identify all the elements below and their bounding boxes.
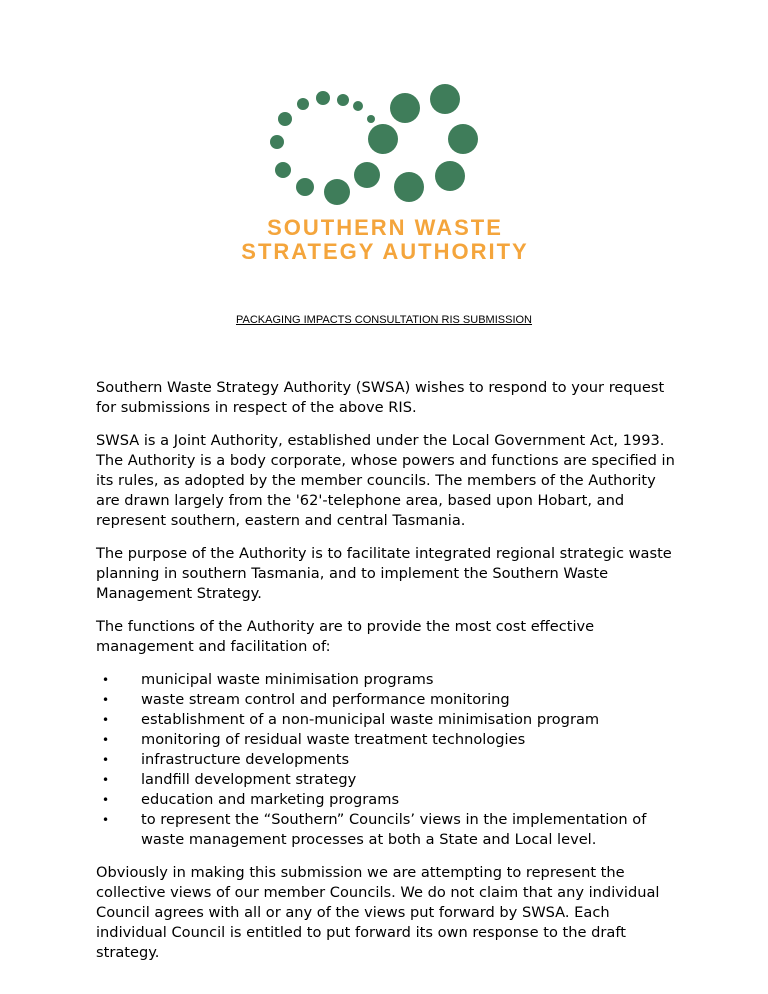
bullet-icon: • [102, 673, 110, 687]
paragraph-functions-intro: The functions of the Authority are to provide the most cost effective management and facilitation of: [96, 618, 595, 655]
logo-dot [435, 161, 465, 191]
logo-dot [390, 93, 420, 123]
bullet-icon: • [102, 773, 110, 787]
logo-dot [448, 124, 478, 154]
logo-text-line1: SOUTHERN WASTE [267, 215, 503, 240]
logo-dot [368, 124, 398, 154]
logo-dot [278, 112, 292, 126]
bullet-icon: • [102, 693, 110, 707]
list-item: • landfill development strategy [102, 771, 357, 788]
list-item: • municipal waste minimisation programs [102, 671, 434, 688]
logo-dot [316, 91, 330, 105]
page-title: PACKAGING IMPACTS CONSULTATION RIS SUBMISSION [235, 314, 533, 326]
bullet-icon: • [102, 813, 110, 827]
bullet-icon: • [102, 713, 110, 727]
logo-dot [275, 162, 291, 178]
logo-dots-graphic [240, 80, 530, 215]
list-item: • education and marketing programs [102, 791, 400, 808]
list-item: • to represent the “Southern” Councils’ views in the implementation of waste management processes at both a State and Local level. [102, 811, 647, 848]
logo-dot [353, 101, 363, 111]
list-item: • infrastructure developments [102, 751, 350, 768]
bullet-icon: • [102, 733, 110, 747]
logo-dot [324, 179, 350, 205]
logo-dot [270, 135, 284, 149]
list-item: • monitoring of residual waste treatment technologies [102, 731, 526, 748]
logo-dot [367, 115, 375, 123]
bullet-icon: • [102, 793, 110, 807]
list-item: • establishment of a non-municipal waste minimisation program [102, 711, 600, 728]
logo-dot [296, 178, 314, 196]
paragraph-joint-authority: SWSA is a Joint Authority, established under the Local Government Act, 1993. The Authority is a body corporate, whose powers and functions are specified in its rules, as adopted by the member councils. The members of the Authority are drawn largely from the '62'-telephone area, based upon Hobart, and represent southern, eastern and central Tasmania. [96, 432, 675, 529]
paragraph-disclaimer: Obviously in making this submission we are attempting to represent the collective views of our member Councils. We do not claim that any individual Council agrees with all or any of the views put forward by SWSA. Each individual Council is entitled to put forward its own response to the draft strategy. [96, 864, 660, 961]
document-body [96, 378, 676, 976]
bullet-icon: • [102, 753, 110, 767]
paragraph-purpose: The purpose of the Authority is to facilitate integrated regional strategic waste planning in southern Tasmania, and to implement the Southern Waste Management Strategy. [96, 545, 672, 602]
logo-dot [297, 98, 309, 110]
logo-dot [394, 172, 424, 202]
list-item: • waste stream control and performance monitoring [102, 691, 510, 708]
logo-dot [354, 162, 380, 188]
logo-dot [337, 94, 349, 106]
logo-text-line2: STRATEGY AUTHORITY [241, 239, 529, 264]
functions-list [96, 670, 676, 850]
swsa-logo [240, 80, 530, 265]
logo-dot [430, 84, 460, 114]
paragraph-intro: Southern Waste Strategy Authority (SWSA) wishes to respond to your request for submissions in respect of the above RIS. [96, 379, 665, 416]
